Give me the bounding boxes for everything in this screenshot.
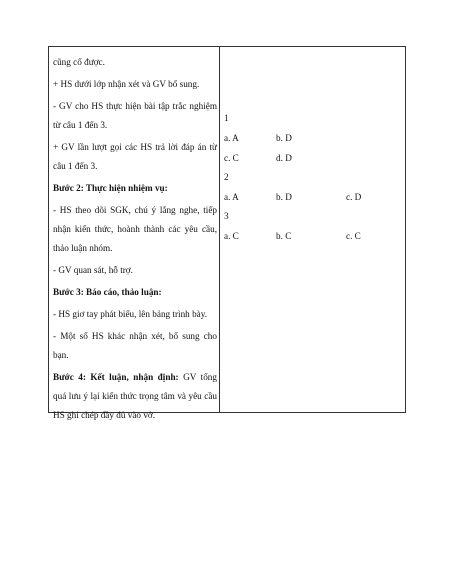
answer-row — [224, 192, 362, 202]
text-line: cũng cố được. — [53, 57, 105, 67]
answer-option: a. A — [224, 133, 239, 143]
answer-option: b. C — [276, 231, 292, 241]
question-2-number: 2 — [224, 172, 229, 182]
text-line: - HS giơ tay phát biểu, lên bảng trình bày. — [53, 309, 208, 319]
question-1-number: 1 — [224, 113, 229, 123]
lesson-table — [48, 46, 406, 420]
text-line: GV tổng quá lưu ý lại kiến thức trọng tâm và yêu cầu HS ghi chép đầy đủ vào vở. — [53, 372, 217, 420]
step-3-heading: Bước 3: Báo cáo, thảo luận: — [53, 287, 162, 297]
answer-row — [224, 133, 292, 143]
question-3-number: 3 — [224, 211, 229, 221]
answer-option: a. C — [224, 231, 239, 241]
column-divider — [219, 47, 220, 412]
activity-column — [53, 47, 217, 428]
answer-option: c. D — [346, 192, 362, 202]
text-line: - GV quan sát, hỗ trợ. — [53, 265, 133, 275]
answer-row — [224, 153, 292, 163]
text-line: - GV cho HS thực hiện bài tập trắc nghiệm từ câu 1 đến 3. — [53, 101, 217, 130]
answer-option: b. D — [276, 133, 292, 143]
text-line: + HS dưới lớp nhận xét và GV bổ sung. — [53, 79, 200, 89]
step-4-heading: Bước 4: Kết luận, nhận định: — [53, 372, 179, 382]
text-line: - HS theo dõi SGK, chú ý lắng nghe, tiếp nhận kiến thức, hoành thành các yêu cầu, thảo luận nhóm. — [53, 205, 217, 253]
answer-option: b. D — [276, 192, 292, 202]
text-line: - Một số HS khác nhận xét, bổ sung cho bạn. — [53, 331, 217, 360]
answer-row — [224, 231, 361, 241]
step-4-paragraph — [53, 368, 217, 425]
text-line: + GV lần lượt gọi các HS trả lời đáp án từ câu 1 đến 3. — [53, 142, 217, 171]
answer-option: c. C — [224, 153, 239, 163]
answer-option: d. D — [276, 153, 292, 163]
answer-option: c. C — [346, 231, 361, 241]
step-2-heading: Bước 2: Thực hiện nhiệm vụ: — [53, 183, 168, 193]
answer-option: a. A — [224, 192, 239, 202]
